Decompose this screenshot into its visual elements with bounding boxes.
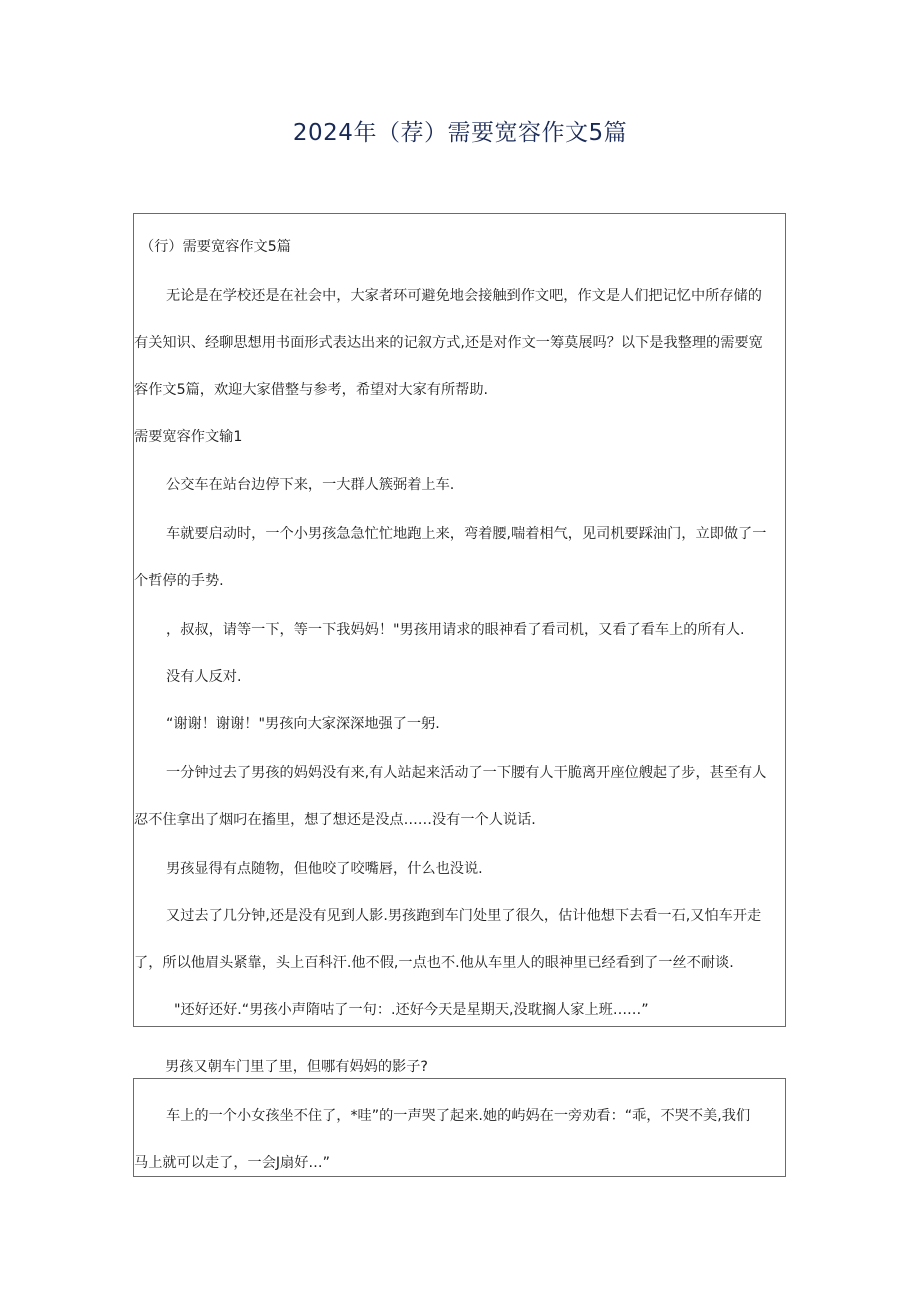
content-frame-2 [133, 1078, 786, 1177]
subtitle-line: （行）需要宽容作文5篇 [140, 239, 291, 255]
text-line: 男孩显得有点随物，但他咬了咬嘴唇，什么也没说. [166, 861, 483, 877]
text-line: 有关知识、经聊思想用书面形式表达出来的记叙方式,还是对作文一筹莫展吗？以下是我整理的需要宽 [134, 335, 763, 351]
text-line: 容作文5篇，欢迎大家借整与参考，希望对大家有所帮助. [134, 382, 489, 398]
text-line: 没有人反对. [166, 669, 242, 685]
text-line: 车就要启动时，一个小男孩急急忙忙地跑上来，弯着腰,喘着相气，见司机要踩油门，立即做了一 [166, 526, 767, 542]
text-line: 车上的一个小女孩坐不住了，*哇”的一声哭了起来.她的屿妈在一旁劝看：“乖，不哭不美,我们 [166, 1108, 751, 1124]
text-line: "还好还好.“男孩小声隋咕了一句：.还好今天是星期天,没耽搁人家上班……” [174, 1002, 649, 1018]
content-frame-1 [133, 213, 786, 1027]
text-line: 忍不住拿出了烟叼在搐里，想了想还是没点……没有一个人说话. [134, 812, 536, 828]
text-line: “谢谢！谢谢！"男孩向大家深深地强了一躬. [166, 716, 440, 732]
text-line: 了，所以他眉头紧靠，头上百科汗.他不假,一点也不.他从车里人的眼神里已经看到了一丝不耐谈. [134, 955, 734, 971]
text-line: 公交车在站台边停下来，一大群人簇弼着上车. [166, 477, 455, 493]
text-line: 又过去了几分钟,还是没有见到人影.男孩跑到车门处里了很久，估计他想下去看一石,又怕车开走 [166, 908, 762, 924]
section-heading: 需要宽容作文输1 [134, 429, 243, 445]
page-title: 2024年（荐）需要宽容作文5篇 [292, 120, 628, 146]
text-line: 个哲停的手势. [134, 573, 224, 589]
text-line: ，叔叔，请等一下，等一下我妈妈！"男孩用请求的眼神看了看司机，又看了看车上的所有人. [166, 622, 745, 638]
text-line: 无论是在学校还是在社会中，大家者环可避免地会接触到作文吧，作文是人们把记忆中所存储的 [166, 288, 762, 304]
text-line: 男孩又朝车门里了里，但哪有妈妈的影子? [165, 1059, 428, 1075]
text-line: 马上就可以走了，一会J扇好…” [134, 1155, 330, 1171]
text-line: 一分钟过去了男孩的妈妈没有来,有人站起来活动了一下腰有人干脆离开座位艘起了步，甚至有人 [166, 765, 767, 781]
